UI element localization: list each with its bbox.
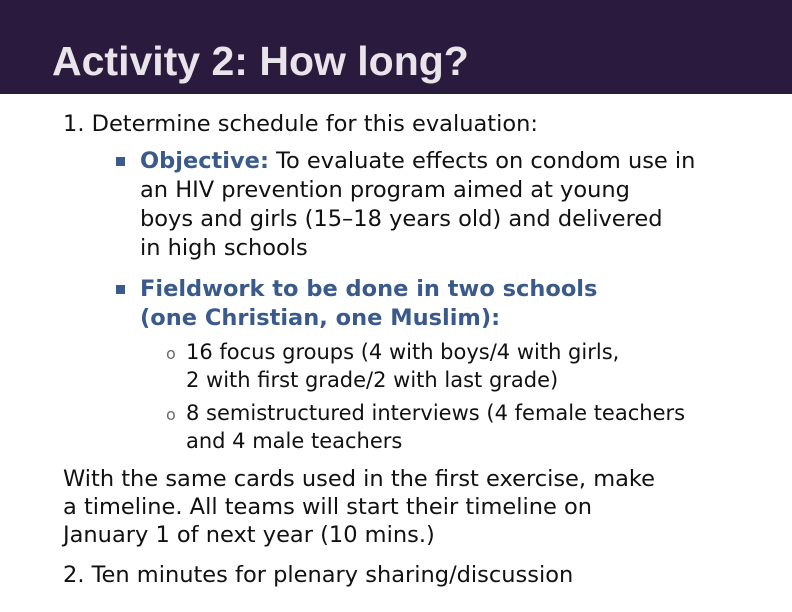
square-bullet-icon <box>116 285 125 294</box>
fieldwork-line-2: (one Christian, one Muslim): <box>140 305 501 331</box>
objective-line-3: boys and girls (15–18 years old) and delivered <box>140 206 663 232</box>
sub-bullet-2-line-2: and 4 male teachers <box>186 429 403 453</box>
objective-line-4: in high schools <box>140 235 308 261</box>
instruction-line-2: a timeline. All teams will start their timeline on <box>63 494 593 520</box>
fieldwork-line-1: Fieldwork to be done in two schools <box>140 276 598 302</box>
circle-bullet-icon: o <box>166 344 176 363</box>
circle-bullet-icon: o <box>166 405 176 424</box>
objective-line-2: an HIV prevention program aimed at young <box>140 177 630 203</box>
sub-bullet-1-line-1: 16 focus groups (4 with boys/4 with girls, <box>186 340 620 364</box>
objective-text: To evaluate effects on condom use in <box>268 148 696 174</box>
instruction-line-3: January 1 of next year (10 mins.) <box>63 522 435 548</box>
list-item-1: 1. Determine schedule for this evaluation: <box>63 111 538 137</box>
list-item-2: 2. Ten minutes for plenary sharing/discussion <box>63 562 574 588</box>
sub-bullet-1-line-2: 2 with first grade/2 with last grade) <box>186 368 559 392</box>
objective-label: Objective: <box>140 148 269 174</box>
sub-bullet-2-line-1: 8 semistructured interviews (4 female teachers <box>186 401 686 425</box>
objective-line-1 <box>140 147 695 176</box>
slide-title: Activity 2: How long? <box>52 38 469 84</box>
title-bar <box>0 0 792 94</box>
square-bullet-icon <box>116 157 125 166</box>
instruction-line-1: With the same cards used in the first exercise, make <box>63 466 655 492</box>
